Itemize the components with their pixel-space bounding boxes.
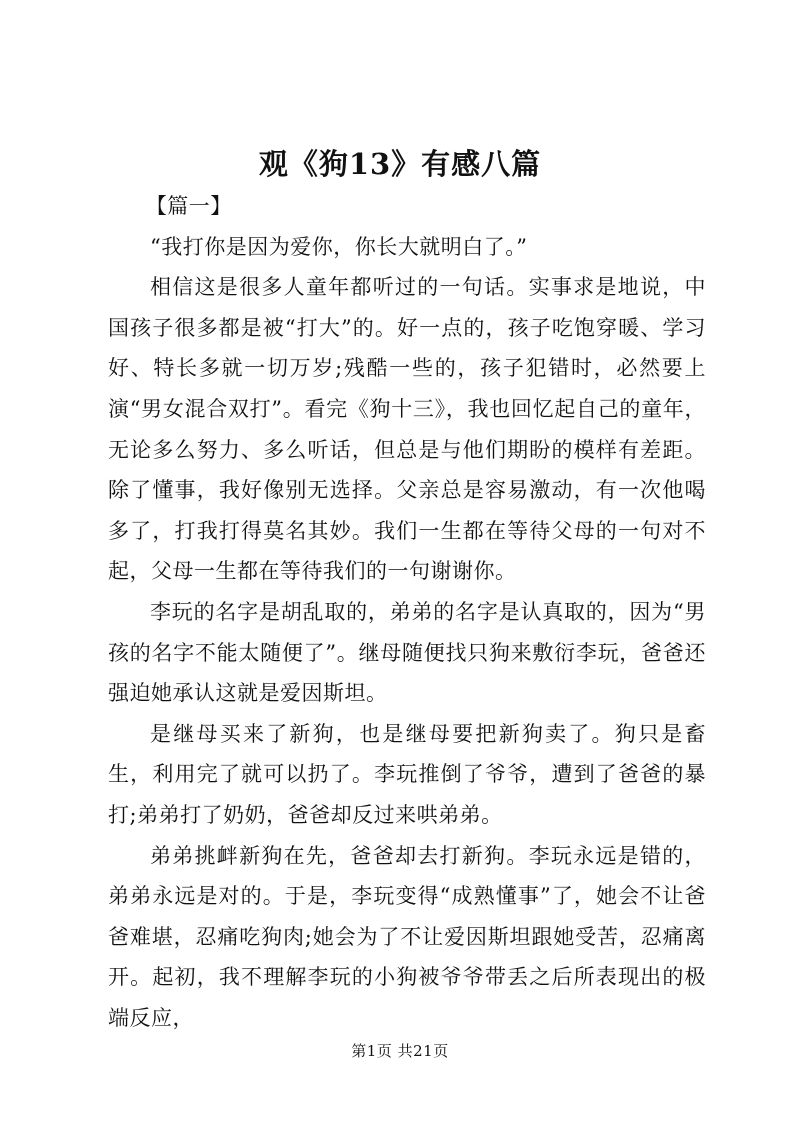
document-title: 观《狗13》有感八篇 — [258, 147, 542, 181]
paragraph: 弟弟挑衅新狗在先，爸爸却去打新狗。李玩永远是错的，弟弟永远是对的。于是，李玩变得“成熟懂事”了，她会不让爸爸难堪，忍痛吃狗肉;她会为了不让爱因斯坦跟她受苦，忍痛离开。起初，我不理解李玩的小狗被爷爷带丢之后所表现出的极端反应， — [108, 843, 706, 1030]
document-body — [108, 186, 706, 1038]
paragraph: 李玩的名字是胡乱取的，弟弟的名字是认真取的，因为“男孩的名字不能太随便了”。继母随便找只狗来敷衍李玩，爸爸还强迫她承认这就是爱因斯坦。 — [108, 599, 706, 706]
paragraph: “我打你是因为爱你，你长大就明白了。” — [150, 234, 528, 259]
page-number-footer: 第1页 共21页 — [351, 1042, 449, 1060]
section-label: 【篇一】 — [145, 194, 232, 218]
paragraph: 是继母买来了新狗，也是继母要把新狗卖了。狗只是畜生，利用完了就可以扔了。李玩推倒了爷爷，遭到了爸爸的暴打;弟弟打了奶奶，爸爸却反过来哄弟弟。 — [108, 721, 706, 827]
paragraph: 相信这是很多人童年都听过的一句话。实事求是地说，中国孩子很多都是被“打大”的。好一点的，孩子吃饱穿暖、学习好、特长多就一切万岁;残酷一些的，孩子犯错时，必然要上演“男女混合双打”。看完《狗十三》，我也回忆起自己的童年，无论多么努力、多么听话，但总是与他们期盼的模样有差距。除了懂事，我好像别无选择。父亲总是容易激动，有一次他喝多了，打我打得莫名其妙。我们一生都在等待父母的一句对不起，父母一生都在等待我们的一句谢谢你。 — [108, 275, 706, 584]
